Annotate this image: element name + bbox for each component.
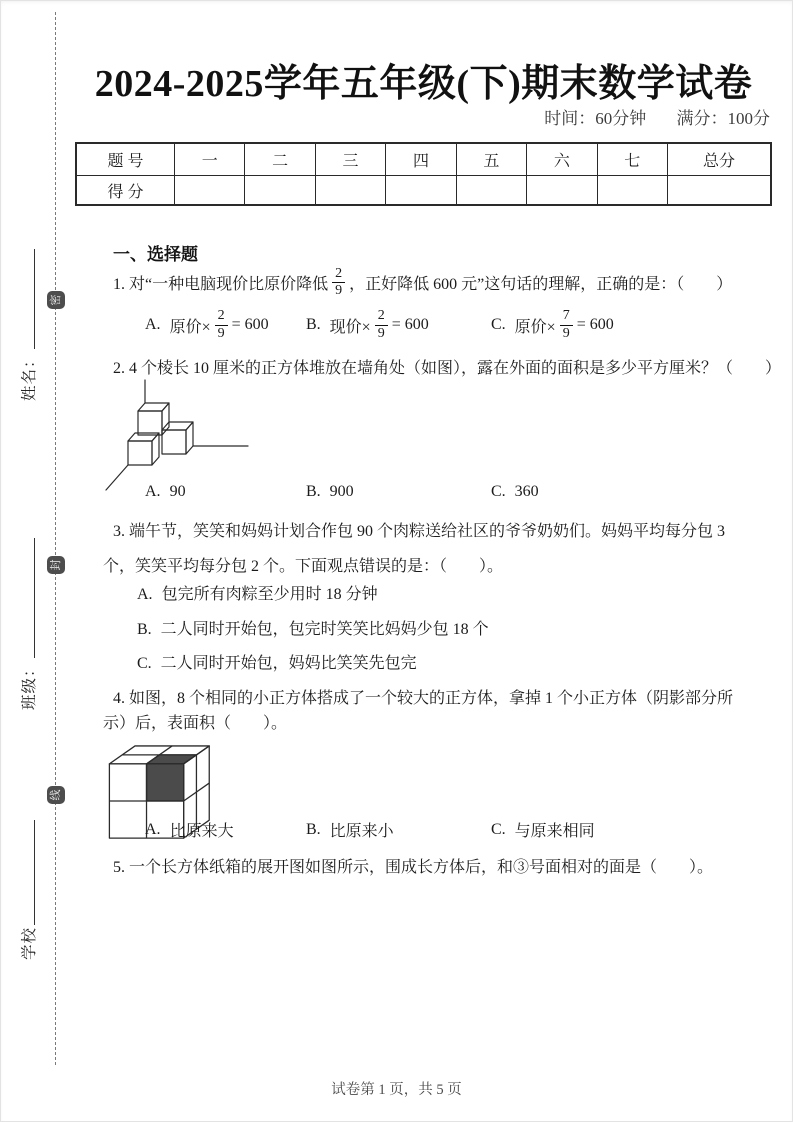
q3-option-c: [137, 650, 417, 673]
seal-char-mi: 密: [47, 291, 65, 309]
question-number-header: 题 号: [76, 143, 175, 176]
seal-char-xian: 线: [47, 786, 65, 804]
score-cell: [386, 176, 456, 206]
q1-stem-post: ，正好降低 600 元”这句话的理解，正确的是：（ ）: [349, 276, 733, 294]
fraction-2-9: [215, 308, 228, 341]
option-text: 比原来大: [169, 823, 234, 840]
q3-option-b: [137, 616, 489, 639]
name-blank-line: [21, 249, 35, 349]
option-post: = 600: [576, 316, 614, 333]
option-text: 90: [169, 483, 186, 500]
score-cell: [456, 176, 526, 206]
option-letter: C.: [491, 820, 506, 838]
score-cell: [597, 176, 667, 206]
name-field: [18, 241, 38, 401]
school-blank-line: [21, 820, 35, 925]
top-cube-front: [138, 411, 162, 435]
score-table-header-row: [76, 143, 771, 176]
question-4-line1: 4. 如图，8 个相同的小正方体搭成了一个较大的正方体，拿掉 1 个小正方体（阴影部分所: [113, 690, 734, 707]
option-letter: A.: [145, 820, 161, 838]
q2-option-b: [306, 483, 491, 501]
option-pre: 原价×: [169, 318, 211, 336]
name-label: 姓名：: [21, 351, 38, 401]
class-label: 班级：: [21, 660, 38, 710]
option-pre: 现价×: [329, 318, 371, 336]
option-text: 二人同时开始包，妈妈比笑笑先包完: [160, 655, 417, 672]
school-label: 学校: [21, 926, 38, 960]
col-2: 二: [245, 143, 315, 176]
fraction-denominator: 9: [562, 325, 570, 341]
q2-option-a: [145, 483, 306, 501]
exam-info-line: [518, 104, 770, 129]
option-letter: A.: [145, 316, 161, 333]
fraction-numerator: 2: [332, 266, 345, 283]
total-score-header: 总分: [668, 143, 772, 176]
option-text: 360: [514, 483, 539, 500]
question-1-stem: [113, 266, 732, 299]
time-label: 时间：60分钟: [544, 109, 647, 128]
question-3-line2: 个，笑笑平均每分包 2 个。下面观点错误的是：（ ）。: [103, 558, 504, 575]
class-blank-line: [21, 538, 35, 658]
col-5: 五: [456, 143, 526, 176]
option-text: 比原来小: [329, 823, 394, 840]
question-1-options: [145, 305, 614, 345]
option-letter: C.: [491, 316, 506, 333]
shaded-cube-front-face: [147, 764, 184, 801]
option-letter: B.: [306, 483, 321, 500]
corner-stacked-cubes-figure: [100, 378, 250, 498]
option-letter: A.: [137, 586, 153, 603]
question-3-line1: 3. 端午节，笑笑和妈妈计划合作包 90 个肉粽送给社区的爷爷奶奶们。妈妈平均每分包 3: [113, 523, 726, 540]
option-letter: C.: [491, 483, 506, 500]
q4-option-b: [306, 818, 491, 841]
question-2-stem: 2. 4 个棱长 10 厘米的正方体堆放在墙角处（如图），露在外面的面积是多少平方厘米？（ ）: [113, 360, 782, 377]
option-letter: C.: [137, 655, 152, 672]
fraction-2-9: [332, 266, 345, 299]
full-score-label: 满分：100分: [676, 109, 770, 128]
score-table: [75, 142, 772, 206]
score-row-label: 得 分: [76, 176, 175, 206]
fraction-denominator: 9: [335, 283, 343, 299]
option-text: 900: [329, 483, 354, 500]
fraction-numerator: 7: [560, 308, 573, 325]
fraction-7-9: [560, 308, 573, 341]
col-3: 三: [315, 143, 385, 176]
right-cube-front: [162, 430, 186, 454]
option-text: 包完所有肉粽至少用时 18 分钟: [161, 586, 378, 603]
option-letter: B.: [137, 621, 152, 638]
score-cell: [175, 176, 245, 206]
question-5-stem: 5. 一个长方体纸箱的展开图如图所示，围成长方体后，和③号面相对的面是（ ）。: [113, 859, 714, 876]
question-2-options: [145, 483, 539, 501]
front-cube-right: [152, 433, 159, 465]
school-field: [18, 800, 38, 960]
score-table-score-row: [76, 176, 771, 206]
option-text: 二人同时开始包，包完时笑笑比妈妈少包 18 个: [160, 621, 489, 638]
top-cube-top: [138, 403, 169, 411]
score-cell: [527, 176, 597, 206]
question-4-options: [145, 818, 595, 841]
fraction-numerator: 2: [215, 308, 228, 325]
option-post: = 600: [231, 316, 269, 333]
option-post: = 600: [391, 316, 429, 333]
seal-char-feng: 封: [47, 556, 65, 574]
col-7: 七: [597, 143, 667, 176]
score-cell: [668, 176, 772, 206]
right-cube-right: [186, 422, 193, 454]
q1-option-c: [491, 308, 614, 341]
fraction-numerator: 2: [375, 308, 388, 325]
col-4: 四: [386, 143, 456, 176]
front-cube-front: [128, 441, 152, 465]
option-letter: B.: [306, 316, 321, 333]
score-cell: [245, 176, 315, 206]
option-letter: A.: [145, 483, 161, 500]
fraction-denominator: 9: [377, 325, 385, 341]
floor-edge-front: [106, 465, 128, 490]
q1-stem-pre: 1. 对“一种电脑现价比原价降低: [113, 276, 329, 294]
class-field: [18, 520, 38, 710]
score-cell: [315, 176, 385, 206]
option-text: 与原来相同: [514, 823, 595, 840]
page-title: 2024-2025学年五年级(下)期末数学试卷: [94, 63, 753, 105]
seal-dashed-line: [55, 12, 56, 1065]
q4-option-a: [145, 818, 306, 841]
option-pre: 原价×: [514, 318, 556, 336]
option-letter: B.: [306, 820, 321, 838]
fraction-2-9: [375, 308, 388, 341]
q2-option-c: [491, 483, 539, 501]
q1-option-a: [145, 308, 306, 341]
front-cube-top: [128, 433, 159, 441]
q4-option-c: [491, 818, 595, 841]
q1-option-b: [306, 308, 491, 341]
section1-heading: 一、选择题: [113, 245, 198, 264]
question-4-line2: 示）后，表面积（ ）。: [103, 715, 288, 732]
fraction-denominator: 9: [217, 325, 225, 341]
q3-option-a: [137, 581, 378, 604]
page-footer: 试卷第 1 页，共 5 页: [331, 1082, 462, 1098]
col-1: 一: [175, 143, 245, 176]
col-6: 六: [527, 143, 597, 176]
